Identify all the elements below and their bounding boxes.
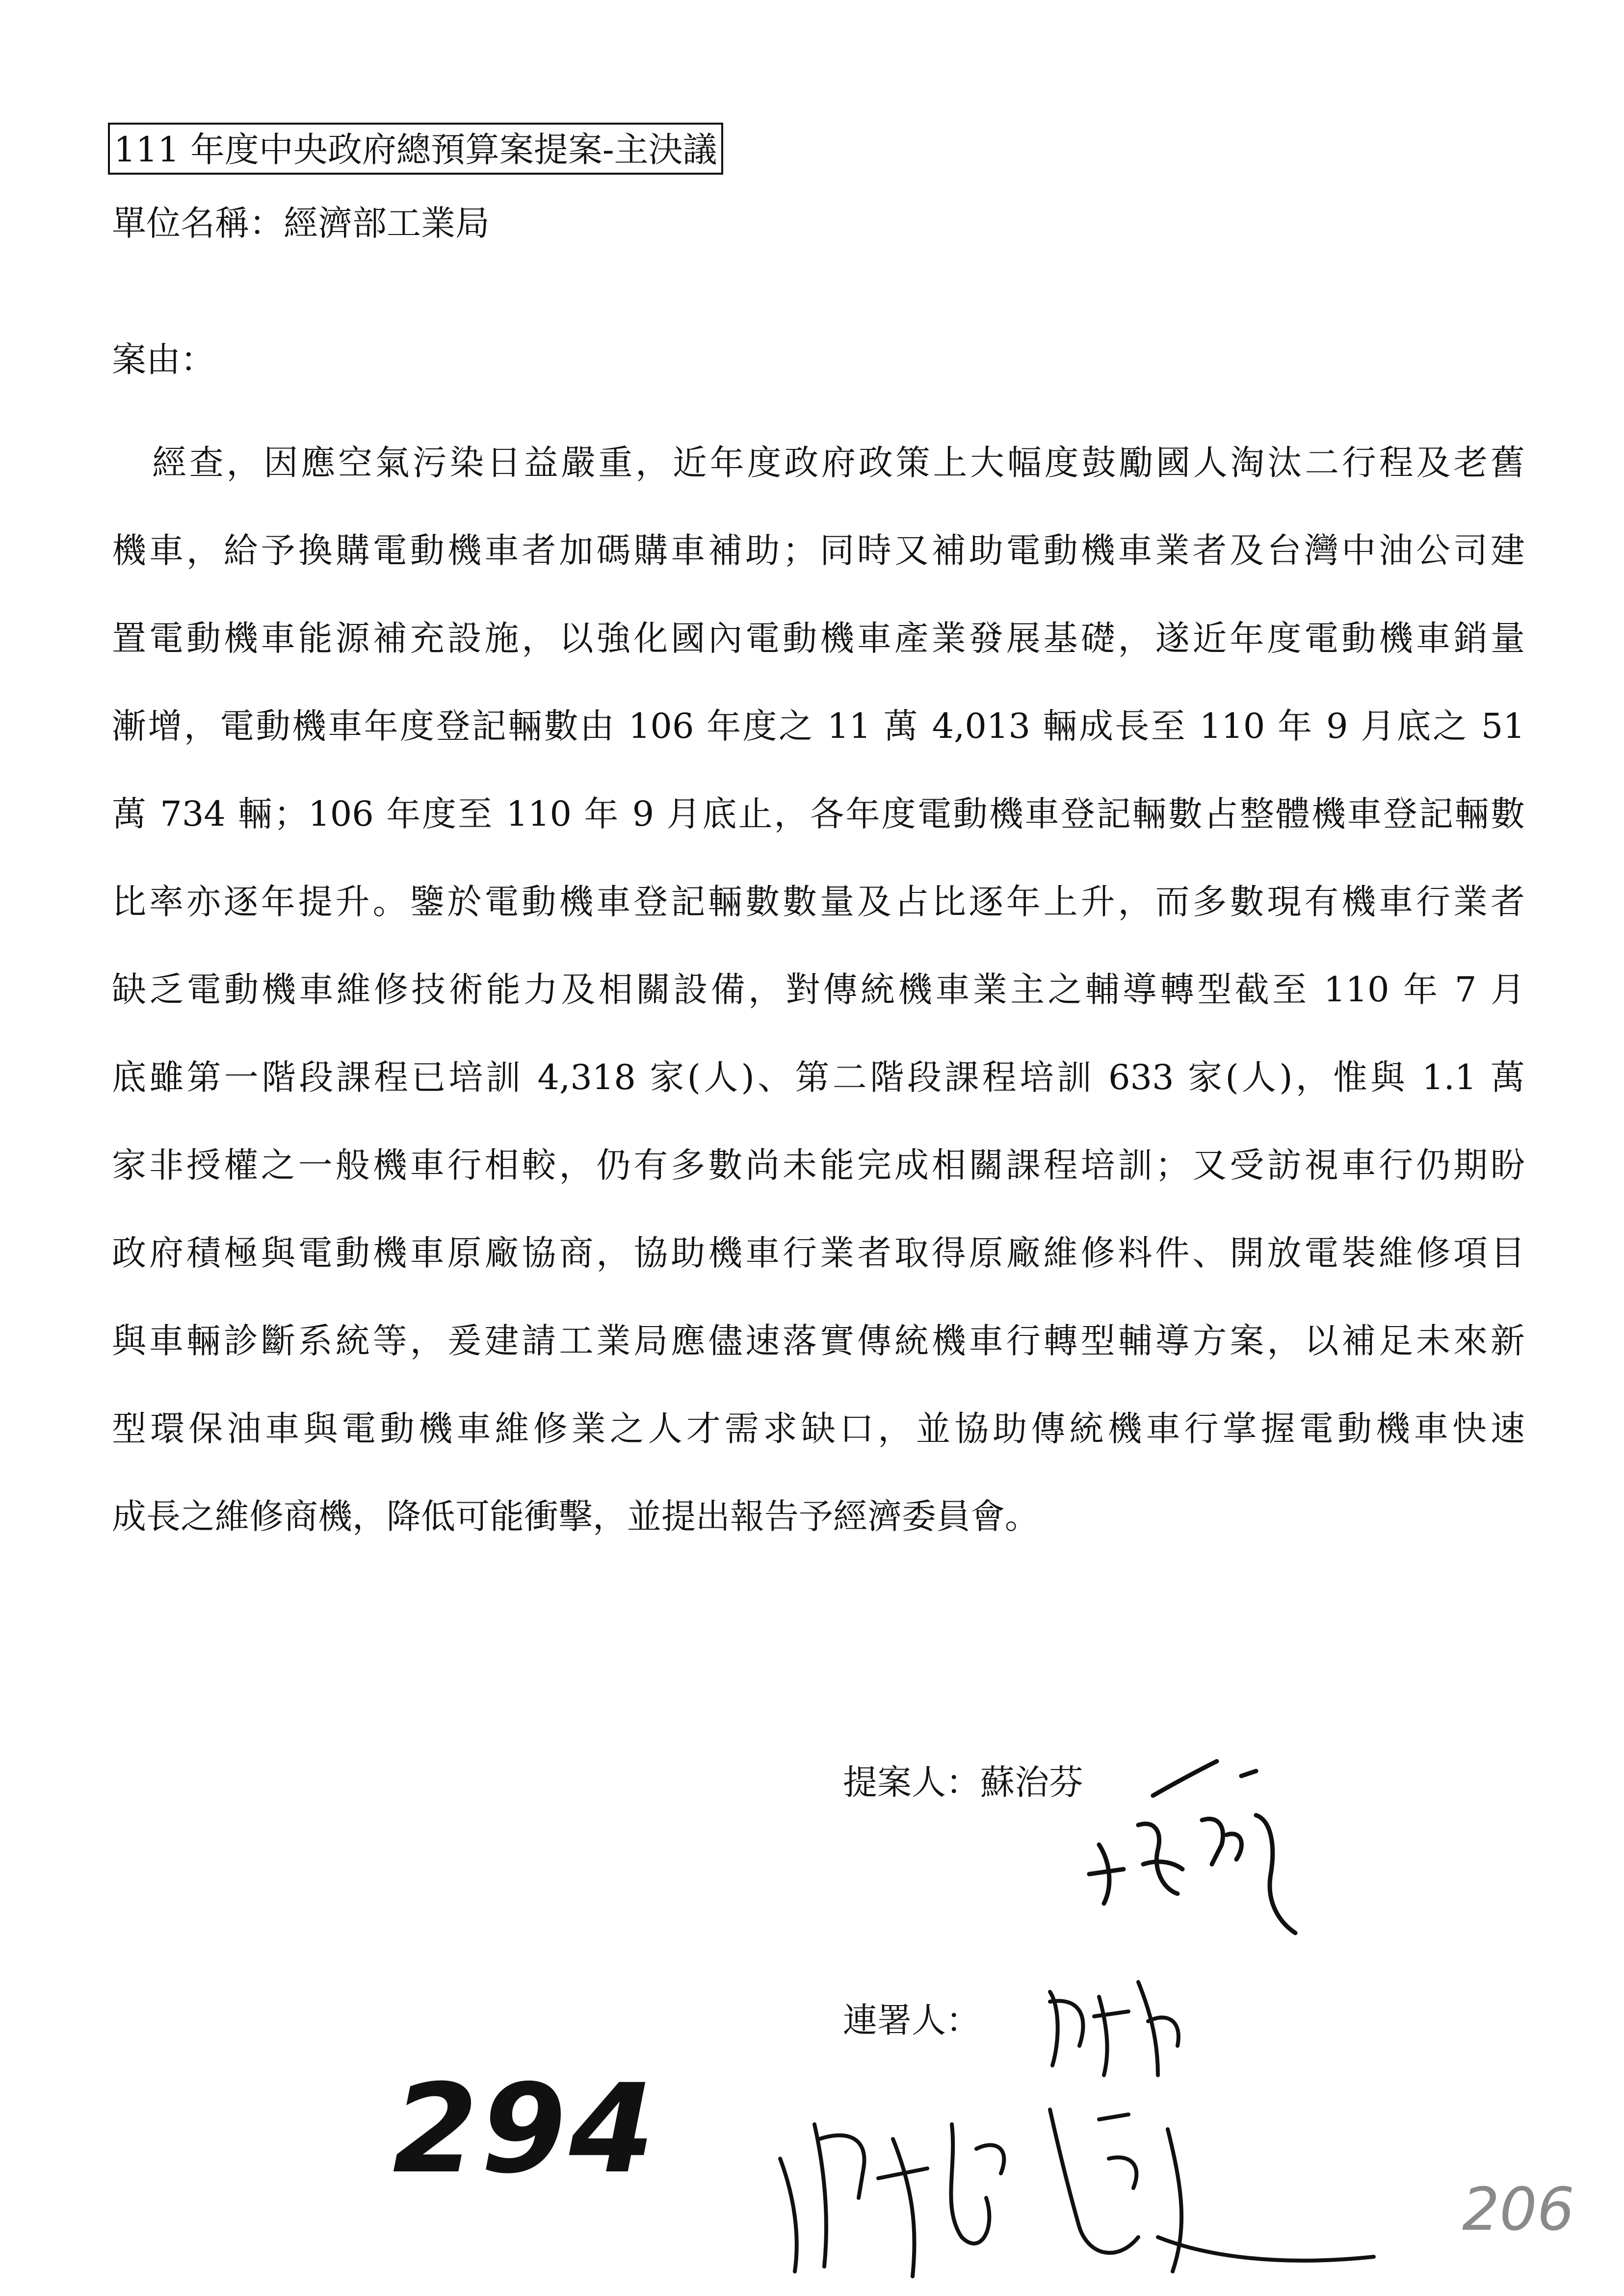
page-number: 294 bbox=[393, 2058, 657, 2200]
body-line: 成長之維修商機，降低可能衝擊，並提出報告予經濟委員會。 bbox=[112, 1496, 1039, 1537]
body-line: 比率亦逐年提升。鑒於電動機車登記輛數數量及占比逐年上升，而多數現有機車行業者 bbox=[112, 882, 1525, 922]
case-label: 案由： bbox=[112, 339, 215, 380]
body-line: 漸增，電動機車年度登記輛數由 106 年度之 11 萬 4,013 輛成長至 110 年 9 月底之 51 bbox=[112, 706, 1525, 746]
body-line: 政府積極與電動機車原廠協商，協助機車行業者取得原廠維修料件、開放電裝維修項目 bbox=[112, 1233, 1525, 1273]
unit-label: 單位名稱： bbox=[112, 203, 284, 243]
body-line: 萬 734 輛；106 年度至 110 年 9 月底止，各年度電動機車登記輛數占整體機車登記輛數 bbox=[112, 794, 1525, 834]
cosigner-label: 連署人： bbox=[843, 2000, 980, 2040]
body-line: 機車，給予換購電動機車者加碼購車補助；同時又補助電動機車業者及台灣中油公司建 bbox=[112, 530, 1525, 571]
body-line: 型環保油車與電動機車維修業之人才需求缺口，並協助傳統機車行掌握電動機車快速 bbox=[112, 1409, 1525, 1449]
body-line: 缺乏電動機車維修技術能力及相關設備，對傳統機車業主之輔導轉型截至 110 年 7 月 bbox=[112, 969, 1525, 1010]
body-line: 置電動機車能源補充設施，以強化國內電動機車產業發展基礎，遂近年度電動機車銷量 bbox=[112, 618, 1525, 658]
unit-line bbox=[112, 202, 490, 244]
proposer-name: 蘇治芬 bbox=[980, 1762, 1083, 1802]
document-title: 111 年度中央政府總預算案提案-主決議 bbox=[108, 123, 723, 175]
body-line: 底雖第一階段課程已培訓 4,318 家(人)、第二階段課程培訓 633 家(人)，惟與 1.1 萬 bbox=[112, 1057, 1525, 1097]
body-line: 家非授權之一般機車行相較，仍有多數尚未能完成相關課程培訓；又受訪視車行仍期盼 bbox=[112, 1145, 1525, 1185]
cosigner-signature bbox=[765, 1962, 1379, 2286]
body-line: 經查，因應空氣污染日益嚴重，近年度政府政策上大幅度鼓勵國人淘汰二行程及老舊 bbox=[152, 443, 1525, 483]
unit-name: 經濟部工業局 bbox=[284, 203, 490, 243]
stamp-number: 206 bbox=[1462, 2176, 1575, 2244]
proposer-label: 提案人： bbox=[843, 1762, 980, 1802]
body-line: 與車輛診斷系統等，爰建請工業局應儘速落實傳統機車行轉型輔導方案，以補足未來新 bbox=[112, 1321, 1525, 1361]
proposer-signature bbox=[1040, 1747, 1315, 1957]
